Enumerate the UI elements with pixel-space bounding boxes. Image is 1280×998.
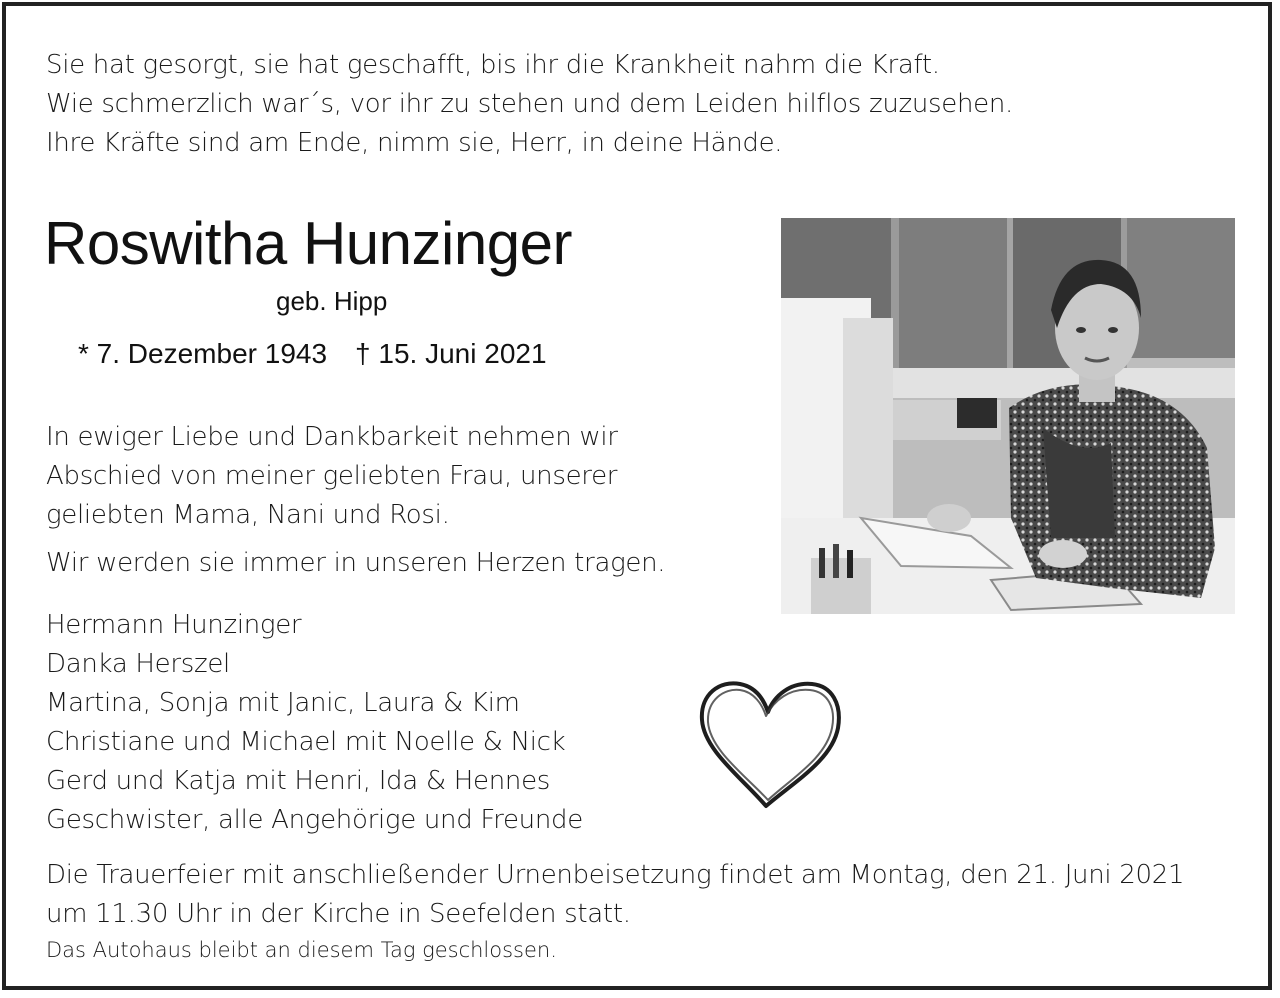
farewell-line: geliebten Mama, Nani und Rosi. [46,500,450,530]
farewell-line: Abschied von meiner geliebten Frau, unserer [46,461,618,491]
farewell-line: In ewiger Liebe und Dankbarkeit nehmen wir [46,422,618,452]
death-date: † 15. Juni 2021 [355,338,547,369]
motto-line: Sie hat gesorgt, sie hat geschafft, bis ihr die Krankheit nahm die Kraft. [46,50,940,80]
portrait-photo [781,218,1235,614]
mourner-name: Gerd und Katja mit Henri, Ida & Hennes [46,766,551,796]
life-dates [78,336,547,372]
heart-icon [690,670,850,820]
birth-name: geb. Hipp [276,286,388,316]
mourners-list [46,606,583,840]
motto-line: Wie schmerzlich war´s, vor ihr zu stehen und dem Leiden hilflos zuzusehen. [46,89,1013,119]
mourner-name: Martina, Sonja mit Janic, Laura & Kim [46,688,520,718]
mourner-name: Danka Herszel [46,649,230,679]
mourner-name: Geschwister, alle Angehörige und Freunde [46,805,583,835]
mourner-name: Hermann Hunzinger [46,610,302,640]
motto-verse [46,46,1013,163]
deceased-name: Roswitha Hunzinger [44,210,572,277]
service-line: Die Trauerfeier mit anschließender Urnenbeisetzung findet am Montag, den 21. Juni 2021 [46,860,1185,890]
closure-note: Das Autohaus bleibt an diesem Tag geschlossen. [46,938,557,962]
funeral-service-info [46,856,1184,934]
service-line: um 11.30 Uhr in der Kirche in Seefelden statt. [46,899,631,929]
farewell-text [46,418,618,535]
remembrance-line: Wir werden sie immer in unseren Herzen tragen. [46,548,666,578]
motto-line: Ihre Kräfte sind am Ende, nimm sie, Herr, in deine Hände. [46,128,783,158]
birth-date: * 7. Dezember 1943 [78,338,328,369]
mourner-name: Christiane und Michael mit Noelle & Nick [46,727,566,757]
